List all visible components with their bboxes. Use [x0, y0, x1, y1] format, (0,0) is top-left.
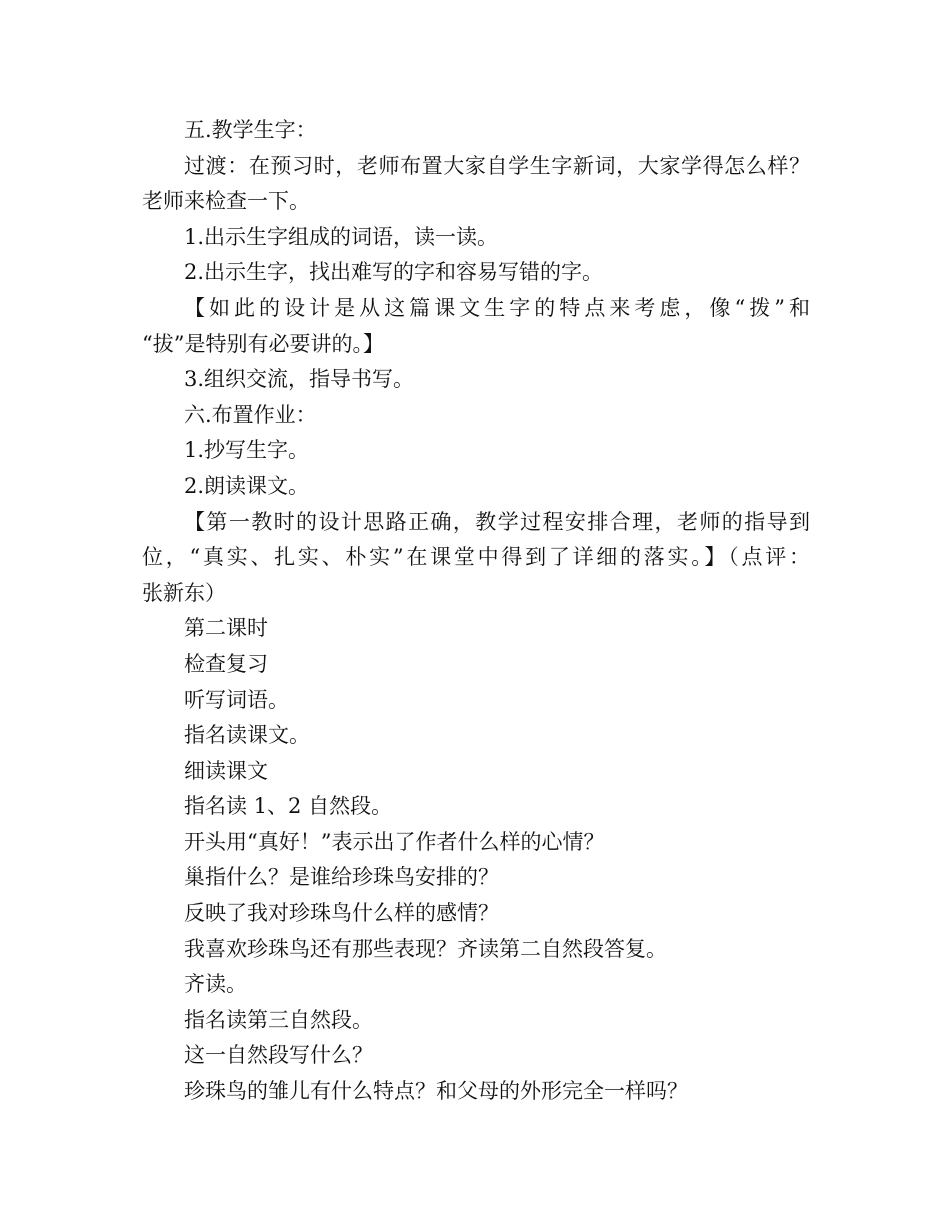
text-line: 听写词语。	[184, 687, 289, 712]
text-line: 巢指什么？是谁给珍珠鸟安排的？	[184, 865, 499, 890]
text-line: 我喜欢珍珠鸟还有那些表现？齐读第二自然段答复。	[184, 936, 667, 961]
text-line: 2.出示生字，找出难写的字和容易写错的字。	[184, 260, 604, 285]
text-line: 指名读 1、2 自然段。	[184, 794, 393, 819]
text-line: 3.组织交流，指导书写。	[184, 367, 415, 392]
text-line: 反映了我对珍珠鸟什么样的感情？	[184, 901, 499, 926]
text-line: 第二课时	[184, 616, 268, 641]
text-line: 五.教学生字：	[184, 118, 317, 142]
text-line: 1.出示生字组成的词语，读一读。	[184, 224, 499, 249]
text-line: 位，“真实、扎实、朴实”在课堂中得到了详细的落实。】（点评：	[142, 545, 810, 570]
text-line: 六.布置作业：	[184, 402, 317, 427]
text-line: 开头用“真好！”表示出了作者什么样的心情？	[184, 829, 605, 854]
text-line: 1.抄写生字。	[184, 438, 310, 463]
text-line: 老师来检查一下。	[142, 189, 310, 214]
text-line: 检查复习	[184, 651, 268, 676]
text-line: 指名读第三自然段。	[184, 1007, 373, 1032]
text-line: 过渡：在预习时，老师布置大家自学生字新词，大家学得怎么样？	[184, 153, 810, 178]
text-line: 这一自然段写什么？	[184, 1043, 373, 1068]
text-line: 珍珠鸟的雏儿有什么特点？和父母的外形完全一样吗？	[184, 1079, 688, 1104]
text-line: “拔”是特别有必要讲的。】	[142, 331, 384, 356]
text-line: 【第一教时的设计思路正确，教学过程安排合理，老师的指导到	[184, 509, 810, 534]
text-line: 细读课文	[184, 758, 268, 783]
text-line: 2.朗读课文。	[184, 473, 310, 498]
text-line: 张新东）	[142, 580, 226, 605]
document-body	[142, 113, 810, 1110]
text-line: 【如此的设计是从这篇课文生字的特点来考虑，像“拨”和	[184, 295, 810, 320]
text-line: 齐读。	[184, 972, 247, 997]
text-line: 指名读课文。	[184, 723, 310, 748]
